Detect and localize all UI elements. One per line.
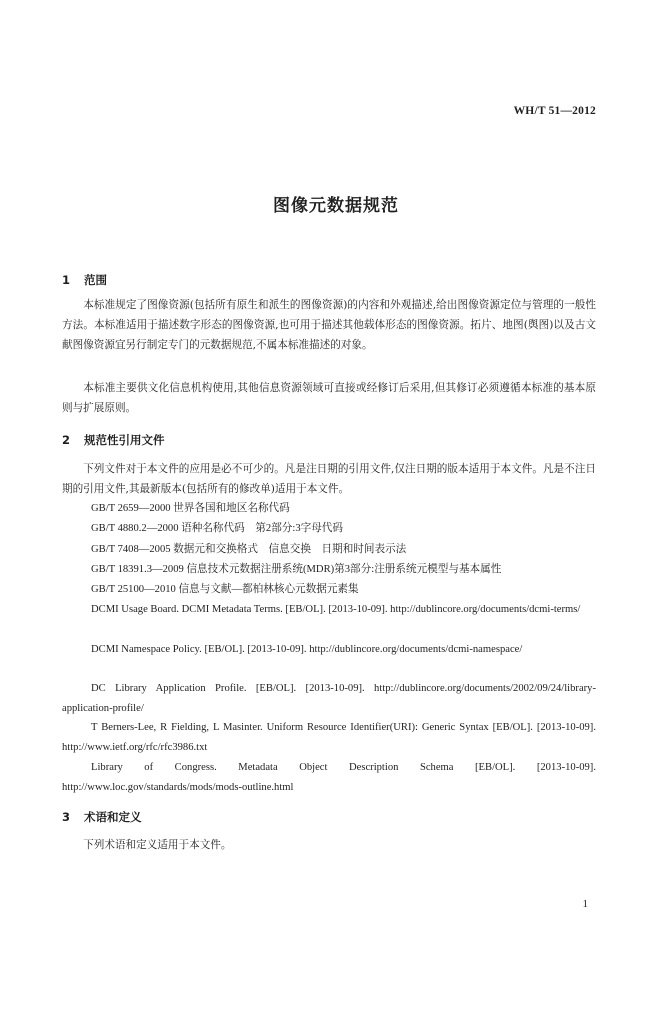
reference-item: GB/T 2659—2000 世界各国和地区名称代码 <box>91 503 290 514</box>
reference-item: Library of Congress. Metadata Object Description Schema [EB/OL]. [2013-10-09]. http://www.loc.gov/standards/mods/mods-outline.html <box>62 762 596 793</box>
section-title: 规范性引用文件 <box>84 433 165 447</box>
section-heading-scope <box>62 272 107 288</box>
reference-item: GB/T 18391.3—2009 信息技术元数据注册系统(MDR)第3部分:注册系统元模型与基本属性 <box>91 564 502 575</box>
reference-item: DC Library Application Profile. [EB/OL]. [2013-10-09]. http://dublincore.org/documents/2002/09/24/library-application-profile/ <box>62 683 596 714</box>
reference-item: GB/T 4880.2—2000 语种名称代码 第2部分:3字母代码 <box>91 523 343 534</box>
section-title: 范围 <box>84 273 107 287</box>
terms-intro-paragraph: 下列术语和定义适用于本文件。 <box>83 839 232 851</box>
reference-item: DCMI Namespace Policy. [EB/OL]. [2013-10-09]. http://dublincore.org/documents/dcmi-namespace/ <box>91 644 523 655</box>
section-title: 术语和定义 <box>84 810 142 824</box>
scope-paragraph-1: 本标准规定了图像资源(包括所有原生和派生的图像资源)的内容和外观描述,给出图像资源定位与管理的一般性方法。本标准适用于描述数字形态的图像资源,也可用于描述其他载体形态的图像资源。拓片、地图(舆图)以及古文献图像资源宜另行制定专门的元数据规范,不属本标准描述的对象。 <box>62 299 596 351</box>
page-number: 1 <box>582 898 588 910</box>
section-heading-normative-references <box>62 432 165 448</box>
section-heading-terms-and-definitions <box>62 809 142 825</box>
document-title: 图像元数据规范 <box>273 196 399 216</box>
standard-code: WH/T 51—2012 <box>513 105 596 117</box>
reference-item: GB/T 25100—2010 信息与文献—都柏林核心元数据元素集 <box>91 584 359 595</box>
reference-item: DCMI Usage Board. DCMI Metadata Terms. [EB/OL]. [2013-10-09]. http://dublincore.org/documents/dcmi-terms/ <box>91 604 581 615</box>
section-number: 3 <box>62 810 71 824</box>
section-number: 1 <box>62 273 71 287</box>
section-number: 2 <box>62 433 71 447</box>
references-intro-paragraph: 下列文件对于本文件的应用是必不可少的。凡是注日期的引用文件,仅注日期的版本适用于本文件。凡是不注日期的引用文件,其最新版本(包括所有的修改单)适用于本文件。 <box>62 463 596 495</box>
scope-paragraph-2: 本标准主要供文化信息机构使用,其他信息资源领域可直接或经修订后采用,但其修订必须遵循本标准的基本原则与扩展原则。 <box>62 382 596 414</box>
reference-item: T Berners-Lee, R Fielding, L Masinter. Uniform Resource Identifier(URI): Generic Syntax [EB/OL]. [2013-10-09]. http://www.ietf.org/rfc/rfc3986.txt <box>62 722 596 753</box>
reference-item: GB/T 7408—2005 数据元和交换格式 信息交换 日期和时间表示法 <box>91 544 407 555</box>
